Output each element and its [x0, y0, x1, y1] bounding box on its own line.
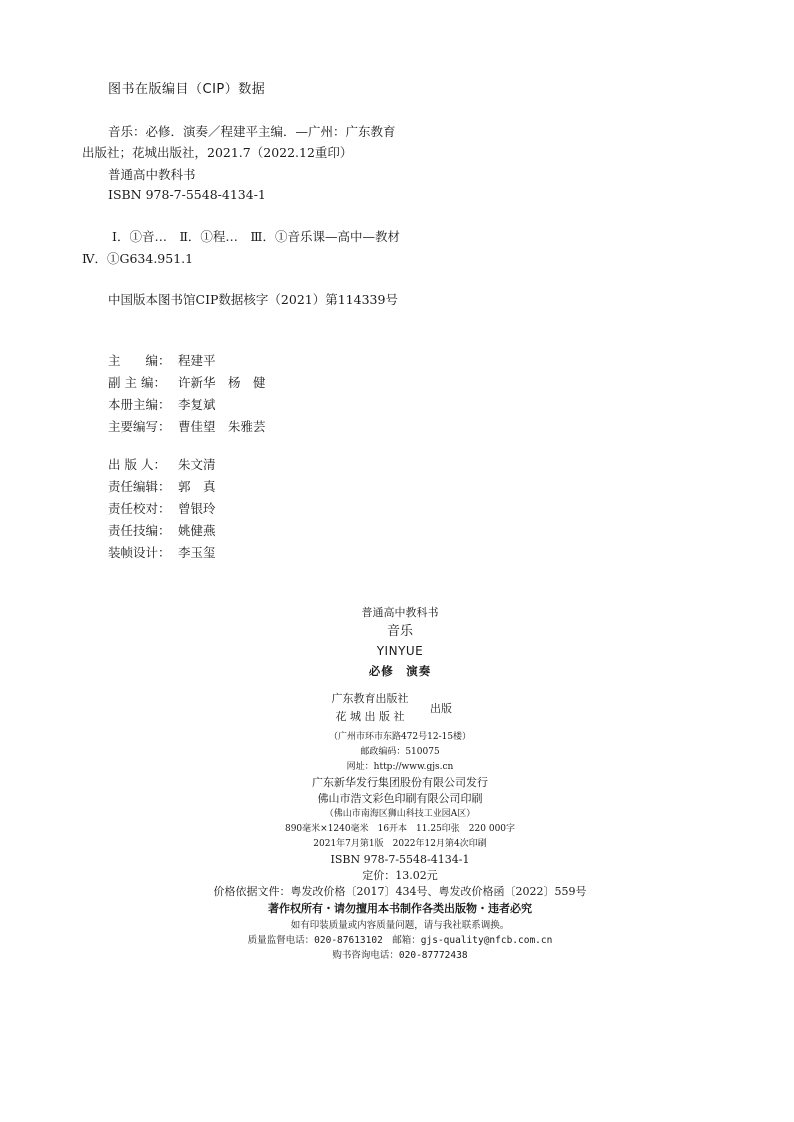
colophon-module: 必修 演奏 [368, 664, 432, 678]
credit-label: 主要编写： [108, 419, 171, 434]
credit-value: 许新华 杨 健 [178, 375, 266, 390]
credit-label: 出 版 人： [108, 457, 166, 472]
credit-value: 曹佳望 朱雅芸 [178, 419, 266, 434]
credit-row [108, 394, 266, 416]
cip-line-isbn: ISBN 978-7-5548-4134-1 [108, 187, 266, 202]
credit-label: 责任校对： [108, 501, 171, 516]
cip-line-series: 普通高中教科书 [108, 167, 196, 182]
publisher-name: 花 城 出 版 社 [335, 710, 405, 723]
credit-label: 本册主编： [108, 397, 171, 412]
publisher-address: （广州市环市东路472号12-15楼） [328, 732, 472, 742]
colophon-isbn: ISBN 978-7-5548-4134-1 [330, 853, 470, 866]
credit-row [108, 476, 216, 498]
credit-row [108, 350, 266, 372]
credit-label: 装帧设计： [108, 545, 171, 560]
sales-contact: 购书咨询电话：020-87772438 [332, 950, 468, 961]
credit-row [108, 498, 216, 520]
editors-list [108, 350, 266, 438]
credit-label: 主 编： [108, 353, 171, 368]
credit-row [108, 416, 266, 438]
credit-row [108, 542, 216, 564]
credit-value: 李玉玺 [178, 545, 216, 560]
cip-line-publisher: 出版社；花城出版社，2021.7（2022.12重印） [82, 145, 353, 160]
website: 网址：http://www.gjs.cn [346, 762, 454, 772]
quality-note: 如有印装质量或内容质量问题，请与我社联系调换。 [290, 920, 510, 931]
credit-label: 责任编辑： [108, 479, 171, 494]
edition-info: 2021年7月第1版 2022年12月第4次印刷 [313, 839, 487, 849]
printer: 佛山市浩文彩色印刷有限公司印刷 [317, 792, 483, 805]
price-basis: 价格依据文件：粤发改价格〔2017〕434号、粤发改价格函〔2022〕559号 [213, 885, 587, 898]
printer-address: （佛山市南海区狮山科技工业园A区） [324, 809, 476, 819]
price: 定价：13.02元 [362, 869, 438, 882]
colophon [150, 604, 650, 963]
credit-row [108, 454, 216, 476]
colophon-pinyin: YINYUE [376, 644, 424, 658]
credit-value: 郭 真 [178, 479, 216, 494]
cip-line-record-number: 中国版本图书馆CIP数据核字（2021）第114339号 [108, 292, 398, 307]
cip-line-subjects: Ⅰ．①音… Ⅱ．①程… Ⅲ．①音乐课—高中—教材 [112, 229, 400, 244]
credit-label: 责任技编： [108, 523, 171, 538]
colophon-title: 音乐 [386, 624, 413, 639]
colophon-series: 普通高中教科书 [361, 606, 439, 619]
copyright-notice: 著作权所有・请勿擅用本书制作各类出版物・违者必究 [268, 902, 532, 915]
credit-value: 朱文清 [178, 457, 216, 472]
cip-heading: 图书在版编目（CIP）数据 [108, 82, 266, 97]
publisher-names [315, 690, 425, 726]
format-spec: 890毫米×1240毫米 16开本 11.25印张 220 000字 [284, 824, 516, 834]
quality-contact: 质量监督电话：020-87613102 邮箱：gjs-quality@nfcb.com.cn [247, 935, 553, 946]
credit-value: 李复斌 [178, 397, 216, 412]
distributor: 广东新华发行集团股份有限公司发行 [312, 776, 488, 789]
credit-value: 曾银玲 [178, 501, 216, 516]
credit-label: 副 主 编： [108, 375, 166, 390]
postcode: 邮政编码：510075 [360, 747, 440, 757]
credit-row [108, 372, 266, 394]
cip-line-title: 音乐：必修．演奏／程建平主编．—广州：广东教育 [108, 124, 396, 139]
credit-value: 姚健燕 [178, 523, 216, 538]
credit-value: 程建平 [178, 353, 216, 368]
staff-list [108, 454, 216, 564]
publisher-name: 广东教育出版社 [331, 692, 409, 705]
publishers [150, 690, 650, 730]
credit-row [108, 520, 216, 542]
publish-word: 出版 [430, 702, 452, 715]
cip-line-classification: Ⅳ．①G634.951.1 [82, 251, 194, 266]
